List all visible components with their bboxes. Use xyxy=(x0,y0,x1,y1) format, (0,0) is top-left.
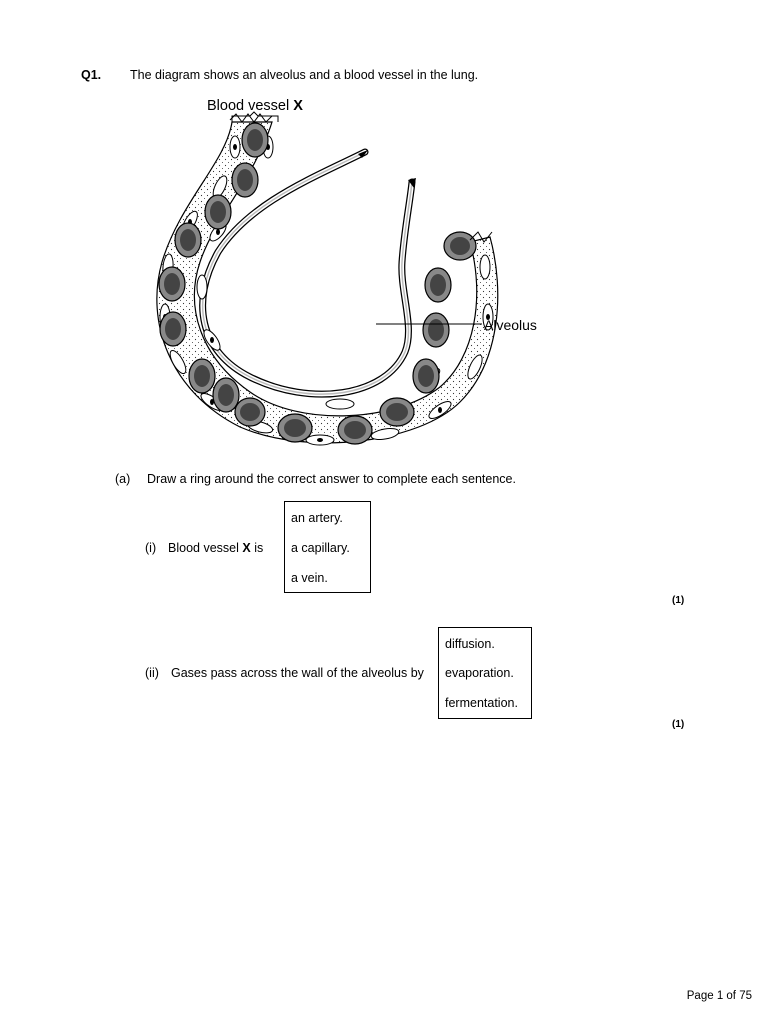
option-evaporation[interactable]: evaporation. xyxy=(445,666,514,680)
marks-i: (1) xyxy=(672,595,685,606)
option-fermentation[interactable]: fermentation. xyxy=(445,696,518,710)
answer-box-ii xyxy=(438,627,532,719)
part-i-label: (i) xyxy=(145,541,157,555)
question-text: The diagram shows an alveolus and a blood vessel in the lung. xyxy=(130,68,479,82)
answer-box-i xyxy=(284,501,371,593)
marks-ii: (1) xyxy=(672,719,685,730)
label-alveolus: Alveolus xyxy=(484,317,537,333)
alveolus-diagram xyxy=(140,92,560,462)
part-ii-stem: Gases pass across the wall of the alveolus by xyxy=(171,666,424,680)
part-ii-label: (ii) xyxy=(145,666,159,680)
option-capillary[interactable]: a capillary. xyxy=(291,541,350,555)
part-a-instruction: Draw a ring around the correct answer to complete each sentence. xyxy=(147,472,516,486)
option-vein[interactable]: a vein. xyxy=(291,571,328,585)
option-artery[interactable]: an artery. xyxy=(291,511,343,525)
option-diffusion[interactable]: diffusion. xyxy=(445,637,495,651)
part-i-stem: Blood vessel X is xyxy=(168,541,264,555)
label-blood-vessel: Blood vessel X xyxy=(207,98,303,114)
question-number: Q1. xyxy=(81,68,102,82)
page-number: Page 1 of 75 xyxy=(686,990,752,1002)
part-a-label: (a) xyxy=(115,472,131,486)
